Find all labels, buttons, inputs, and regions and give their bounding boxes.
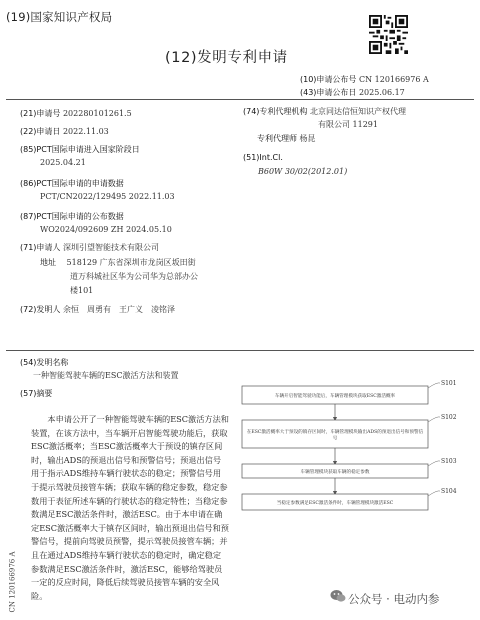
abstract-text: 本申请公开了一种智能驾驶车辆的ESC激活方法和装置，在该方法中，当车辆开启智能驾驶功能后，获取ESC激活概率；当ESC激活概率大于预设的镇存区间时，输出ADS的预退出信号和预警信号；预退出信号用于指示ADS维持车辆行驶状态的稳定；预警信号用于提示驾驶员接管车辆；获取车辆的稳定参数，稳定参数用于表征所述车辆的行驶状态的稳定特性；当稳定参数满足ESC激活条件时，激活ESC。由于本申请在确定ESC激活概率大于镇存区间时，输出预退出信号和预警信号，提前向驾驶员预警，提示驾驶员接管车辆；并且在通过ADS维持车辆行驶状态的稳定时，确定稳定参数满足ESC激活条件时，激活ESC，能够给驾驶员一定的反应时间，降低后续驾驶员接管车辆的安全风险。 xyxy=(31,414,229,601)
publication-date: 2025.06.17 xyxy=(358,88,405,97)
invention-title: 一种智能驾驶车辆的ESC激活方法和装置 xyxy=(33,371,179,380)
wechat-icon xyxy=(330,588,346,604)
address-line-2: 道万科城社区华为公司华为总部办公 xyxy=(70,272,198,281)
address-line-3: 楼101 xyxy=(70,286,94,295)
address-row xyxy=(40,257,196,268)
flow-step-leader xyxy=(428,383,440,388)
issuing-office: (19)国家知识产权局 xyxy=(6,10,113,24)
publication-number-label: (10)申请公布号 xyxy=(300,75,357,84)
agent-label: 专利代理师 xyxy=(257,134,297,143)
flow-step-text: 车辆管理模块获取车辆的稳定参数 xyxy=(300,470,370,475)
publication-date-row xyxy=(300,87,405,98)
abstract-flowchart xyxy=(238,378,474,528)
agency-name-line-1: 北京同达信恒知识产权代理 xyxy=(309,107,406,116)
application-date: 2022.11.03 xyxy=(62,127,109,136)
header-divider xyxy=(6,99,474,100)
address-line-1: 518129 广东省深圳市龙岗区坂田街 xyxy=(66,258,196,267)
watermark: 公众号 · 电动内参 xyxy=(348,592,440,606)
abstract-label: (57)摘要 xyxy=(20,389,53,398)
agency-name-line-2: 有限公司 11291 xyxy=(318,120,378,129)
application-date-label: (22)申请日 xyxy=(20,127,61,136)
pct-entry-label: (85)PCT国际申请进入国家阶段日 xyxy=(20,145,140,154)
title-label: (54)发明名称 xyxy=(20,358,69,367)
publication-number-row xyxy=(300,74,429,85)
application-date-row xyxy=(20,126,109,137)
flow-step-leader xyxy=(428,491,440,496)
pct-publication-data: WO2024/092609 ZH 2024.05.10 xyxy=(40,225,172,234)
qr-code-icon xyxy=(369,15,408,54)
flow-step-text: 当稳定参数满足ESC激活条件时，车辆管理模块激活ESC xyxy=(276,501,394,506)
applicant-name: 深圳引望智能技术有限公司 xyxy=(62,243,159,252)
application-number-label: (21)申请号 xyxy=(20,109,61,118)
pct-application-data: PCT/CN2022/129495 2022.11.03 xyxy=(40,192,175,201)
application-number-row xyxy=(20,108,132,119)
publication-date-label: (43)申请公布日 xyxy=(300,88,357,97)
ipc-classification: B60W 30/02(2012.01) xyxy=(258,167,348,176)
agency-row xyxy=(243,106,406,117)
flow-step-text: 车辆开启智能驾驶功能后，车辆管理模块获取ESC激活概率 xyxy=(274,394,396,399)
pct-publication-label: (87)PCT国际申请的公布数据 xyxy=(20,212,124,221)
publication-number: CN 120166976 A xyxy=(358,75,429,84)
inventor-names: 余恒 周勇有 王广义 凌铭泽 xyxy=(62,305,175,314)
agent-row xyxy=(257,133,316,144)
agency-label: (74)专利代理机构 xyxy=(243,107,308,116)
application-number: 202280101261.5 xyxy=(62,109,132,118)
inventor-label: (72)发明人 xyxy=(20,305,61,314)
document-type: (12)发明专利申请 xyxy=(165,50,288,66)
applicant-row xyxy=(20,242,159,253)
flow-step-id: S102 xyxy=(441,414,457,421)
pct-entry-date: 2025.04.21 xyxy=(40,158,86,167)
ipc-label: (51)Int.Cl. xyxy=(243,153,283,162)
agent-name: 杨昆 xyxy=(299,134,316,143)
flow-step-text: 在ESC激活概率大于预设的镇存区间时，车辆管理模块输出ADS的预退出信号和预警信 xyxy=(246,429,424,435)
flow-step-leader xyxy=(428,417,440,422)
flow-step-id: S104 xyxy=(441,488,457,495)
address-label: 地址 xyxy=(40,258,56,267)
inventor-row xyxy=(20,304,175,315)
flow-step-id: S103 xyxy=(441,458,457,465)
flow-step-leader xyxy=(428,461,440,466)
side-publication-stamp: CN 120166976 A xyxy=(8,551,17,613)
flow-step-text: 号 xyxy=(332,436,338,442)
flow-step-id: S101 xyxy=(441,380,457,387)
pct-application-label: (86)PCT国际申请的申请数据 xyxy=(20,179,124,188)
section-divider xyxy=(6,350,474,351)
applicant-label: (71)申请人 xyxy=(20,243,61,252)
